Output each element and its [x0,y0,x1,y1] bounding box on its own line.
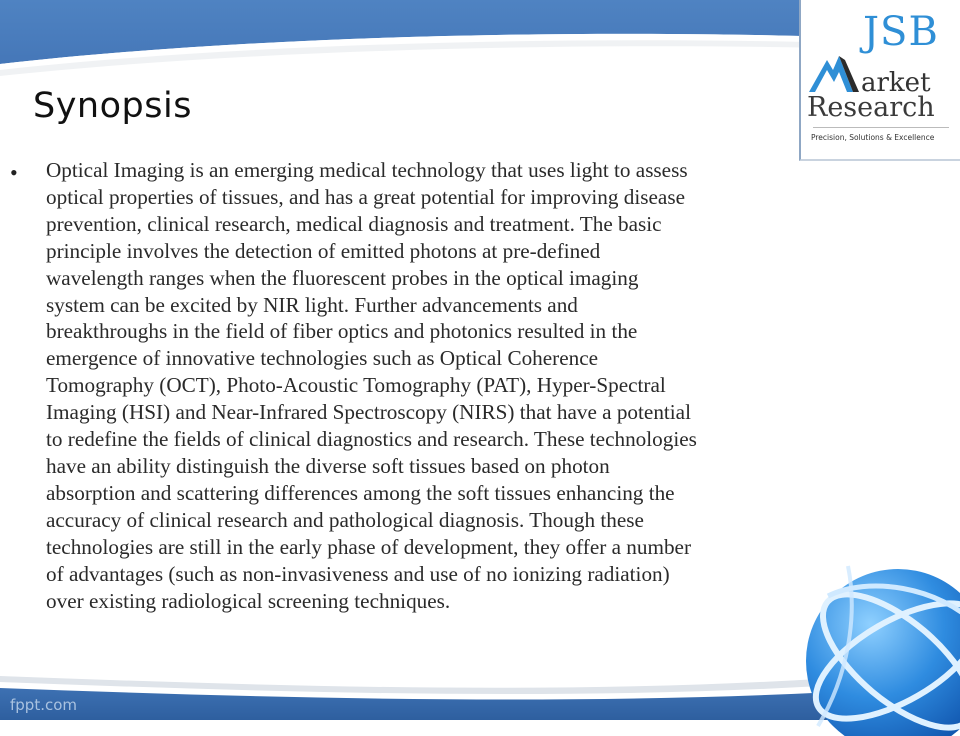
paragraph-line: prevention, clinical research, medical diagnosis and treatment. The basic [46,211,662,236]
paragraph-line: principle involves the detection of emitted photons at pre-defined [46,238,601,263]
company-logo [799,0,960,161]
paragraph-line: of advantages (such as non-invasiveness and use of no ionizing radiation) [46,561,670,586]
paragraph-line: optical properties of tissues, and has a great potential for improving disease [46,184,685,209]
paragraph-line: accuracy of clinical research and pathological diagnosis. Though these [46,507,644,532]
bullet-icon: • [10,160,18,185]
paragraph-line: Imaging (HSI) and Near-Infrared Spectroscopy (NIRS) that have a potential [46,400,691,425]
paragraph-line: over existing radiological screening techniques. [46,588,451,613]
paragraph-line: emergence of innovative technologies such as Optical Coherence [46,346,599,371]
logo-market-text: arket [861,68,931,98]
paragraph-line: to redefine the fields of clinical diagnostics and research. These technologies [46,427,697,452]
slide-title: Synopsis [33,86,192,126]
paragraph-line: system can be excited by NIR light. Further advancements and [46,292,578,317]
paragraph-line: have an ability distinguish the diverse soft tissues based on photon [46,453,610,478]
paragraph-line: absorption and scattering differences among the soft tissues enhancing the [46,480,675,505]
paragraph-line: Optical Imaging is an emerging medical technology that uses light to assess [46,158,688,182]
footer-brand: fppt.com [10,696,78,714]
paragraph-line: technologies are still in the early phase of development, they offer a number [46,534,692,559]
mountain-m-icon [809,52,865,96]
globe-icon [788,556,960,736]
paragraph-line: breakthroughs in the field of fiber optics and photonics resulted in the [46,319,638,344]
paragraph-line: Tomography (OCT), Photo-Acoustic Tomography (PAT), Hyper-Spectral [46,373,666,398]
logo-jsb-text: JSB [863,9,939,55]
logo-research-text: Research [807,92,935,123]
synopsis-paragraph [46,157,914,614]
logo-tagline: Precision, Solutions & Excellence [811,133,935,142]
paragraph-line: wavelength ranges when the fluorescent probes in the optical imaging [46,265,639,290]
logo-divider [813,127,949,128]
